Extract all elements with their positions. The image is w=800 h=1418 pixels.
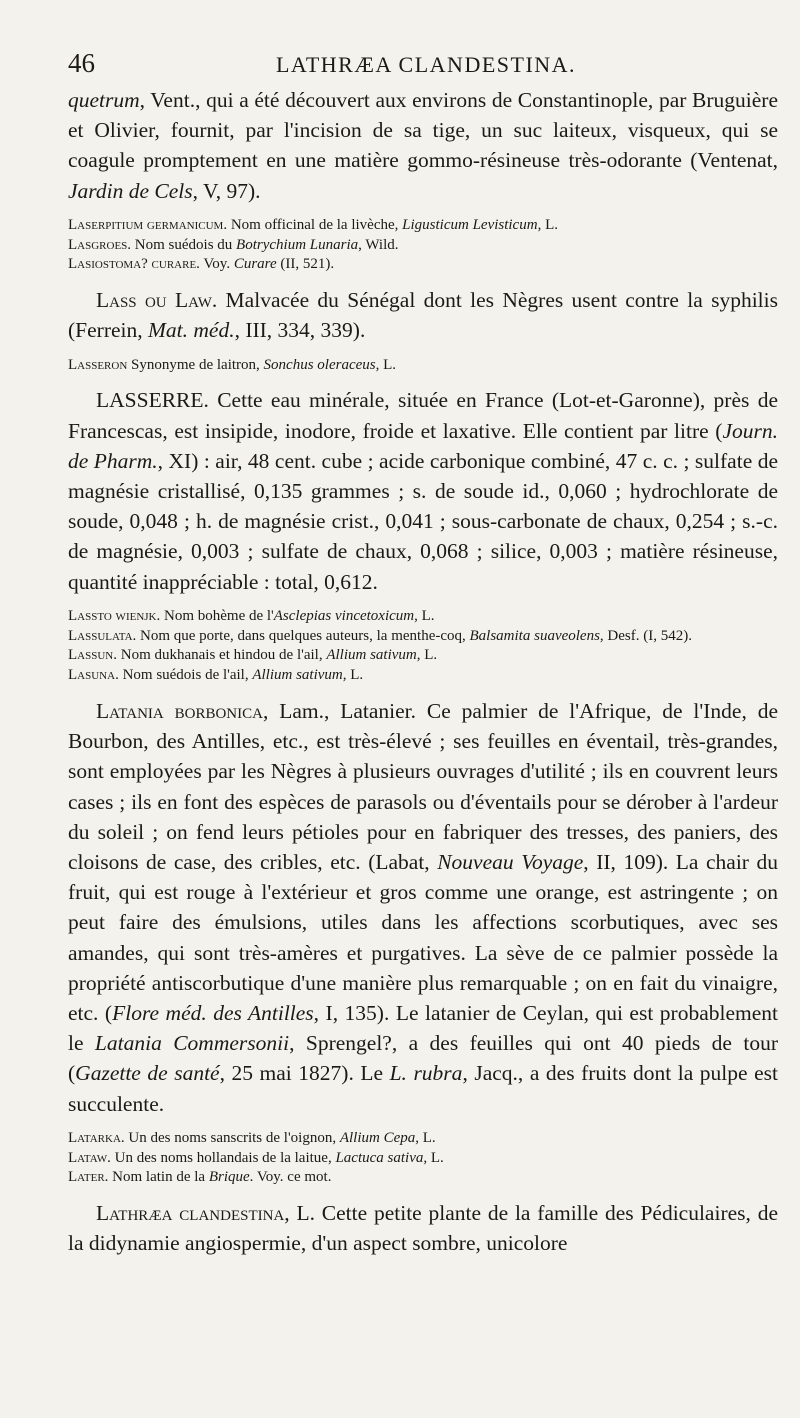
italic-text: Flore méd. des Antilles (112, 1001, 314, 1026)
italic-text: Mat. méd. (148, 318, 235, 343)
text-run: , L. (423, 1149, 444, 1166)
entry-note (68, 216, 778, 236)
spacer (68, 597, 778, 607)
entry-note (68, 607, 778, 627)
text-run: , III, 334, 339). (234, 318, 366, 343)
italic-text: Journ. de Pharm. (68, 418, 778, 473)
italic-text: Ligusticum Levisticum (402, 216, 538, 233)
headword: Latarka (68, 1129, 121, 1146)
italic-text: Brique (208, 1169, 250, 1186)
text-run: , Wild. (358, 236, 399, 253)
text-run: . Nom latin de la (104, 1169, 209, 1186)
entry-paragraph (68, 385, 778, 596)
entry-note (68, 1168, 778, 1188)
text-run: . Nom que porte, dans quelques auteurs, la menthe-coq, (132, 627, 470, 644)
entry-note (68, 627, 778, 647)
headword: Lataw (68, 1149, 108, 1166)
headword: Lasiostoma? curare (68, 256, 197, 273)
italic-text: Latania Commersonii (94, 1031, 290, 1056)
text-run: , V, 97). (192, 178, 261, 203)
spacer (68, 686, 778, 696)
page-number: 46 (68, 48, 95, 78)
italic-text: Allium sativum (252, 667, 343, 684)
text-run: . Nom suédois de l'ail, (115, 667, 253, 684)
italic-text: Nouveau Voyage (437, 850, 584, 875)
text-run: , L. (414, 607, 435, 624)
italic-text: Lactuca sativa (335, 1149, 424, 1166)
entry-note (68, 1149, 778, 1169)
text-run: , I, 135). Le latanier de Ceylan, qui est probablement le (68, 1001, 779, 1056)
text-run: , L. (375, 356, 397, 373)
entry-paragraph (68, 696, 778, 1119)
running-title: LATHRÆA CLANDESTINA. (275, 52, 577, 77)
text-run: , XI) : air, 48 cent. cube ; acide carbonique combiné, 47 c. c. ; sulfate de magnésie cristallisé, 0,135 grammes ; s. de soude id., 0,060 ; hydrochlorate de soude, 0,048 ; h. de magnésie crist., 0,041 ; sous-carbonate de chaux, 0,254 ; s.-c. de magnésie, 0,003 ; sulfate de chaux, 0,068 ; silice, 0,003 ; matière résineuse, quantité inappréciable : total, 0,612. (68, 448, 778, 594)
text-run: , Sprengel?, a des feuilles qui ont 40 pieds de tour ( (68, 1031, 778, 1086)
running-head (68, 48, 778, 79)
italic-text: Jardin de Cels (68, 178, 193, 203)
text-run: , Vent., qui a été découvert aux environs de Constantinople, par Bruguière et Olivier, fournit, par l'incision de sa tige, un suc laiteux, visqueux, qui se coagule promptement en une matière gommo-résineuse très-odorante (Ventenat, (68, 88, 778, 173)
text-run: , L. (342, 667, 364, 684)
headword: Later (68, 1169, 105, 1186)
text-run: . Nom bohème de l' (156, 607, 274, 624)
spacer (68, 346, 778, 356)
spacer (68, 275, 778, 285)
spacer (68, 1119, 778, 1129)
text-run: , L. (415, 1129, 436, 1146)
headword: Lassulata (68, 627, 133, 644)
entry-note (68, 255, 778, 275)
headword: Lassun (68, 647, 114, 664)
text-run: , Lam., Latanier. Ce palmier de l'Afrique, de l'Inde, de Bourbon, des Antilles, etc., est très-élevé ; ses feuilles en éventail, très-grandes, sont employées par les Nègres à plusieurs ouvrages d'utilité ; ils en couvrent leurs cases ; ils en font des espèces de parasols ou d'éventails pour se dérober à l'ardeur du soleil ; on fend leurs pétioles pour en fabriquer des tresses, des paniers, des cloisons de case, des cribles, etc. (Labat, (68, 699, 778, 875)
headword: Latania borbonica (96, 699, 263, 724)
headword: Lathræa clandestina (96, 1201, 285, 1226)
entry-paragraph (68, 85, 778, 206)
entry-note (68, 666, 778, 686)
text-run: . Nom officinal de la livèche, (223, 216, 403, 233)
italic-text: Allium Cepa (339, 1129, 416, 1146)
text-run: , Desf. (I, 542). (599, 627, 692, 644)
headword: Lassto wienjk (68, 607, 157, 624)
text-run: , L. (537, 216, 558, 233)
text-run: . Malvacée du Sénégal dont les Nègres usent contre la syphilis (Ferrein, (68, 288, 778, 343)
text-run: . Un des noms sanscrits de l'oignon, (120, 1129, 340, 1146)
entry-note (68, 1129, 778, 1149)
italic-text: Sonchus oleraceus (263, 356, 376, 373)
italic-text: Asclepias vincetoxicum (273, 607, 415, 624)
text-run: , Jacq., a des fruits dont la pulpe est succulente. (68, 1061, 778, 1116)
spacer (68, 1188, 778, 1198)
italic-text: Botrychium Lunaria (236, 236, 359, 253)
entry-note (68, 646, 778, 666)
text-run: , II, 109). La chair du fruit, qui est rouge à l'extérieur et gros comme une orange, est astringente ; on peut faire des émulsions, utiles dans les affections scorbutiques, avec ses amandes, qui sont très-amères et purgatives. La sève de ce palmier possède la propriété antiscorbutique d'une manière plus remarquable ; on en fait du vinaigre, etc. ( (68, 850, 779, 1026)
headword: Lasseron (68, 356, 128, 373)
spacer (68, 375, 778, 385)
headword: Lasgroes (68, 236, 128, 253)
headword: Lass ou Law (96, 288, 212, 313)
text-run: . Voy. (196, 256, 234, 273)
entry-paragraph (68, 285, 778, 345)
spacer (68, 206, 778, 216)
text-run: . Un des noms hollandais de la laitue, (107, 1149, 336, 1166)
italic-text: Curare (233, 256, 277, 273)
entry-note (68, 236, 778, 256)
text-run: . Nom suédois du (127, 236, 237, 253)
italic-text: L. rubra (389, 1061, 463, 1086)
text-run: (II, 521). (276, 256, 335, 273)
entry-note (68, 356, 778, 376)
italic-text: quetrum (68, 88, 140, 112)
italic-text: Allium sativum (326, 647, 417, 664)
text-run: , L. (416, 647, 438, 664)
text-run: Synonyme de laitron, (127, 356, 264, 373)
entry-paragraph (68, 1198, 778, 1258)
text-run: , L. Cette petite plante de la famille des Pédiculaires, de la didynamie angiospermie, d'un aspect sombre, unicolore (68, 1201, 778, 1256)
text-run: , 25 mai 1827). Le (219, 1061, 390, 1086)
headword: Lasuna (68, 667, 116, 684)
italic-text: Balsamita suaveolens (469, 627, 600, 644)
text-run: . Nom dukhanais et hindou de l'ail, (113, 647, 327, 664)
text-run: . Voy. ce mot. (249, 1169, 332, 1186)
text-run: LASSERRE. Cette eau minérale, située en France (Lot-et-Garonne), près de Francescas, est insipide, inodore, froide et laxative. Elle contient par litre ( (68, 388, 778, 443)
page-body (68, 85, 778, 1259)
headword: Laserpitium germanicum (68, 216, 224, 233)
italic-text: Gazette de santé (75, 1061, 220, 1086)
